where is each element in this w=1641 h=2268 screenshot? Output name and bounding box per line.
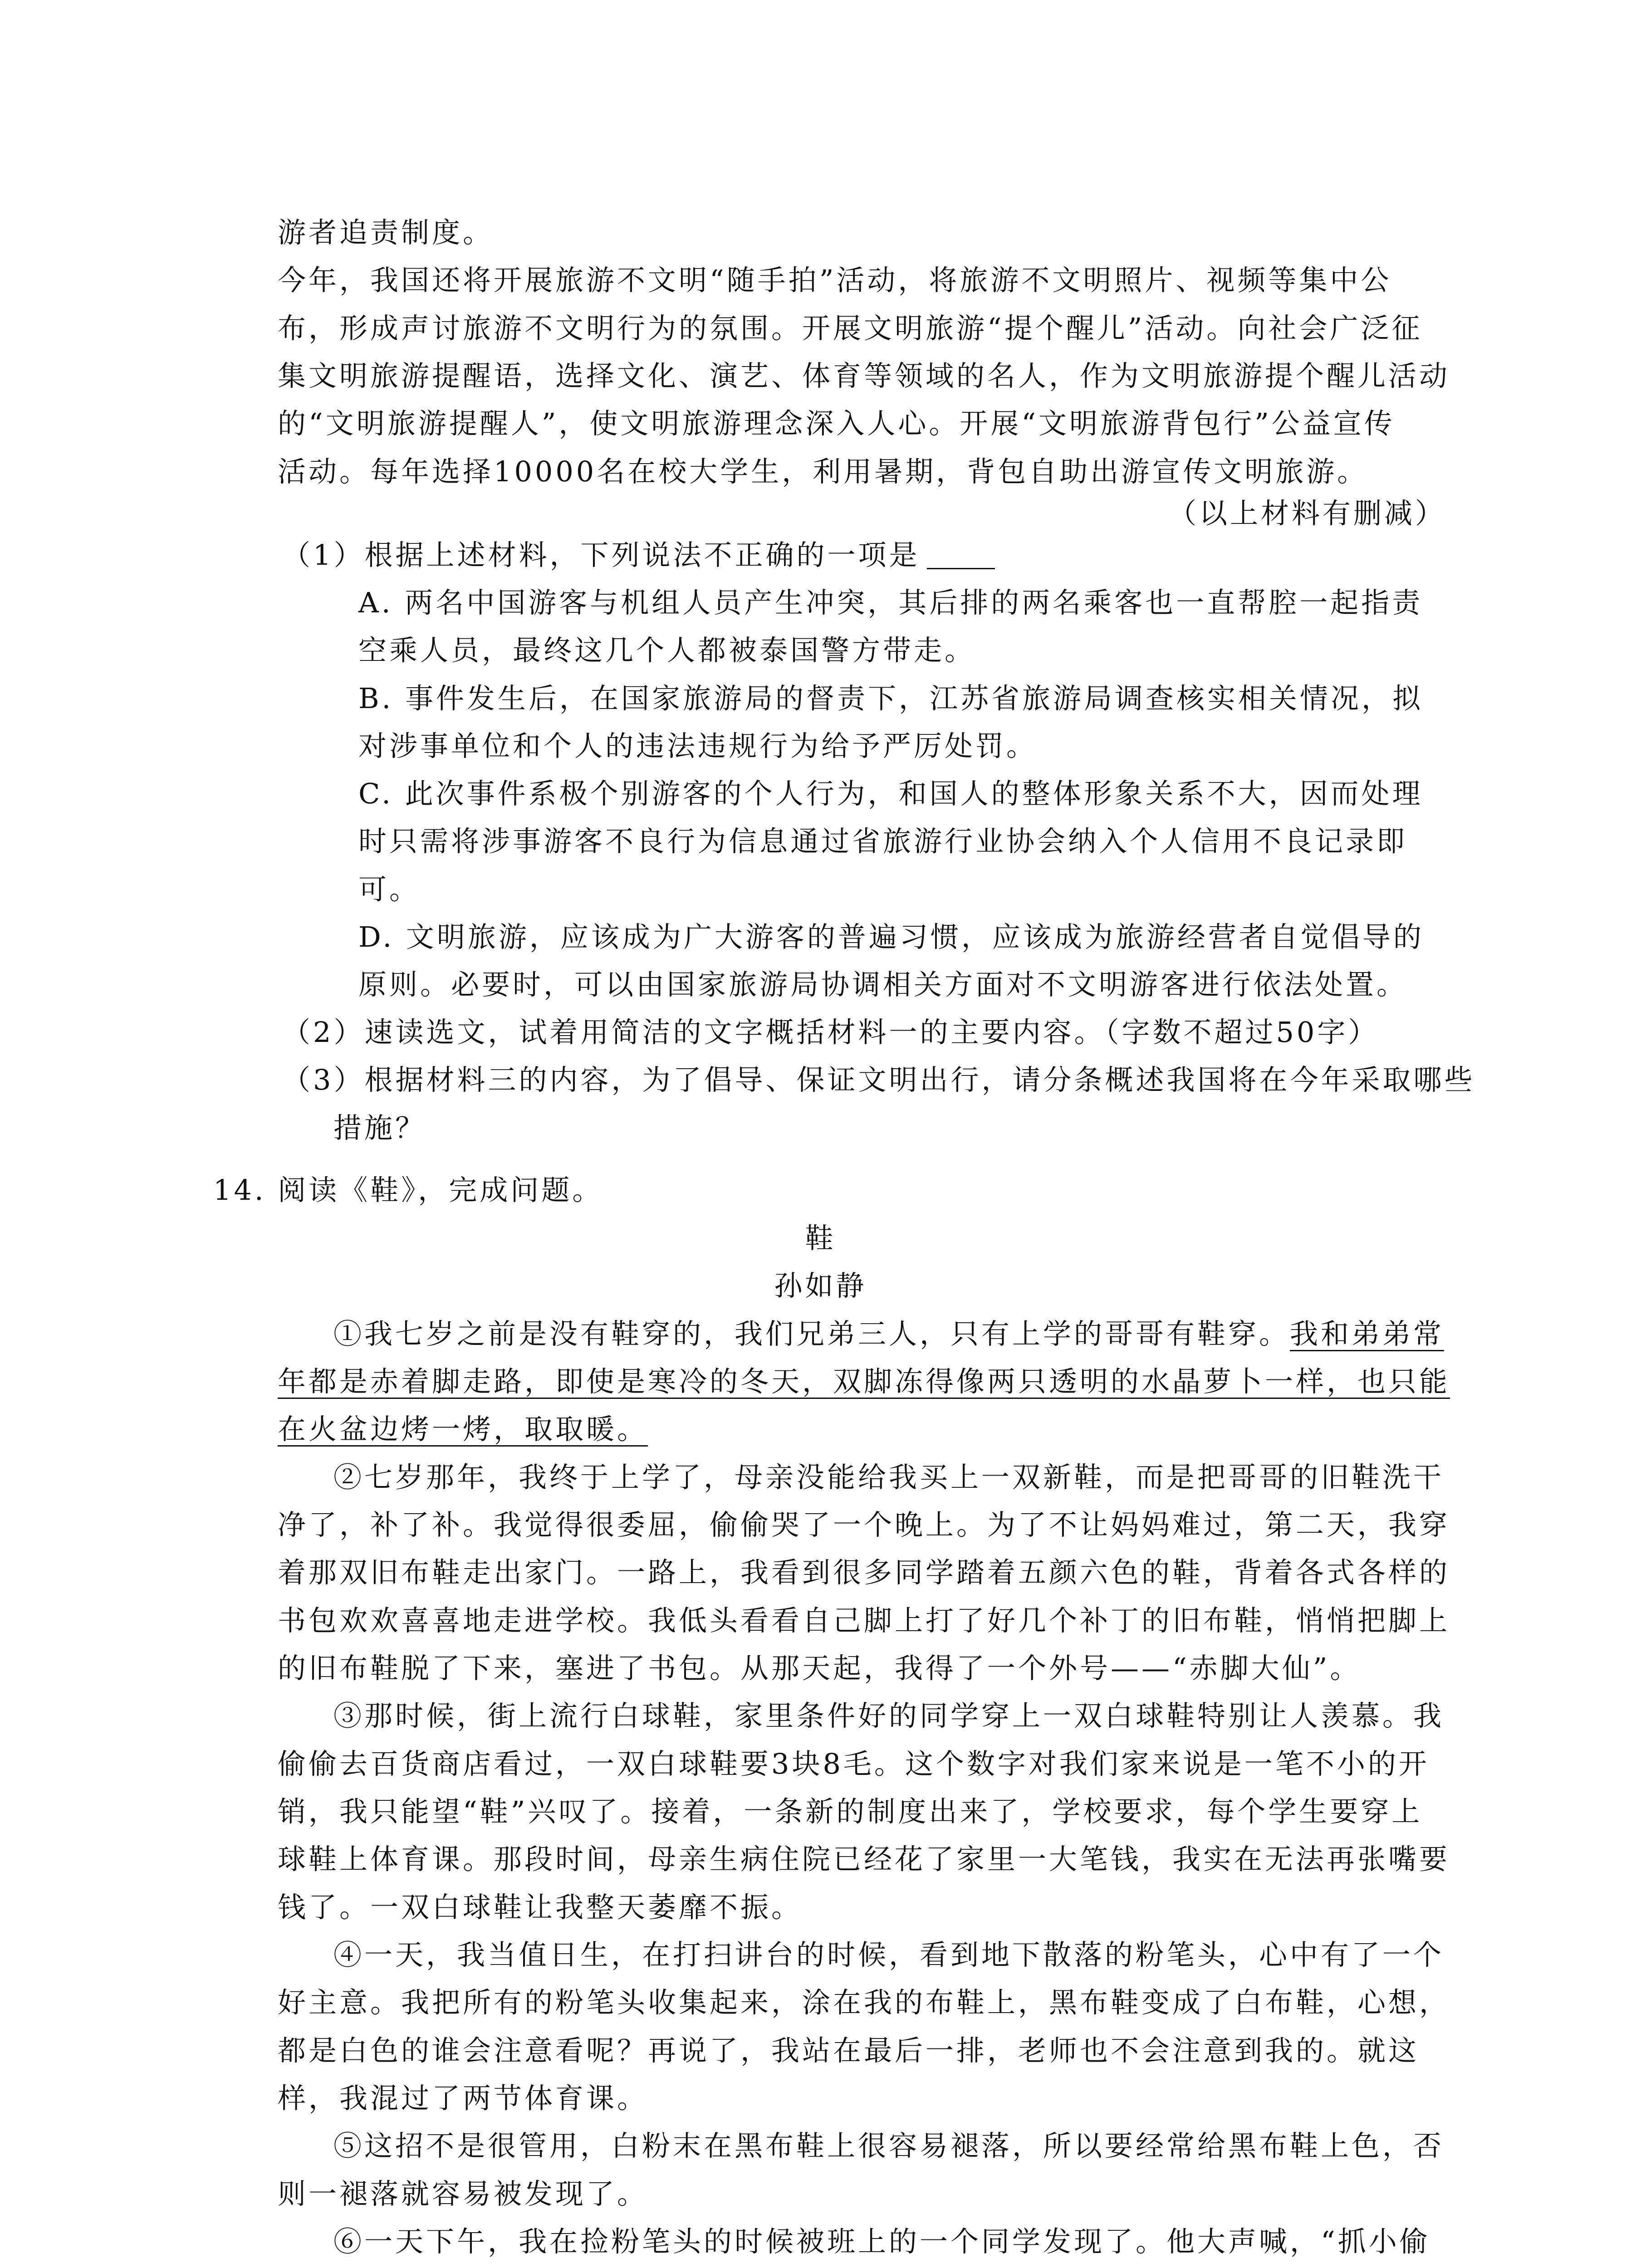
paragraph-5-line: 则一褪落就容易被发现了。 — [278, 2177, 648, 2210]
paragraph-4-line: ④一天，我当值日生，在打扫讲台的时候，看到地下散落的粉笔头，心中有了一个 — [333, 1938, 1445, 1971]
article-title: 鞋 — [805, 1222, 836, 1255]
material-line: 的“文明旅游提醒人”，使文明旅游理念深入人心。开展“文明旅游背包行”公益宣传 — [278, 407, 1395, 440]
option-a-line: A. 两名中国游客与机组人员产生冲突，其后排的两名乘客也一直帮腔一起指责 — [358, 586, 1423, 619]
paragraph-4-line: 好主意。我把所有的粉笔头收集起来，涂在我的布鞋上，黑布鞋变成了白布鞋，心想， — [278, 1986, 1450, 2019]
paragraph-4-line: 样，我混过了两节体育课。 — [278, 2082, 648, 2115]
underlined-text: 我和弟弟常 — [1290, 1317, 1445, 1350]
option-a-line: 空乘人员，最终这几个人都被泰国警方带走。 — [358, 634, 976, 667]
q13-sub1-stem: （1）根据上述材料，下列说法不正确的一项是 — [282, 541, 995, 569]
material-line: 活动。每年选择10000名在校大学生，利用暑期，背包自助出游宣传文明旅游。 — [278, 455, 1368, 488]
article-author: 孙如静 — [774, 1269, 867, 1302]
paragraph-2-line: 的旧布鞋脱了下来，塞进了书包。从那天起，我得了一个外号——“赤脚大仙”。 — [278, 1652, 1361, 1685]
material-line: 今年，我国还将开展旅游不文明“随手拍”活动，将旅游不文明照片、视频等集中公 — [278, 264, 1392, 297]
q13-sub2: （2）速读选文，试着用简洁的文字概括材料一的主要内容。（字数不超过50字） — [282, 1016, 1379, 1049]
option-b-line: 对涉事单位和个人的违法违规行为给予严厉处罚。 — [358, 729, 1038, 763]
paragraph-3-line: 球鞋上体育课。那段时间，母亲生病住院已经花了家里一大笔钱，我实在无法再张嘴要 — [278, 1843, 1450, 1876]
q13-sub3-line: （3）根据材料三的内容，为了倡导、保证文明出行，请分条概述我国将在今年采取哪些 — [282, 1063, 1475, 1096]
option-c-line: C. 此次事件系极个别游客的个人行为，和国人的整体形象关系不大，因而处理 — [358, 777, 1423, 810]
paragraph-1-line: ①我七岁之前是没有鞋穿的，我们兄弟三人，只有上学的哥哥有鞋穿。我和弟弟常 — [333, 1317, 1445, 1350]
paragraph-4-line: 都是白色的谁会注意看呢？再说了，我站在最后一排，老师也不会注意到我的。就这 — [278, 2034, 1420, 2067]
q13-sub3-line: 措施？ — [333, 1111, 426, 1144]
paragraph-5-line: ⑤这招不是很管用，白粉末在黑布鞋上很容易褪落，所以要经常给黑布鞋上色，否 — [333, 2129, 1445, 2162]
paragraph-2-line: 着那双旧布鞋走出家门。一路上，我看到很多同学踏着五颜六色的鞋，背着各式各样的 — [278, 1556, 1450, 1589]
material-line: 集文明旅游提醒语，选择文化、演艺、体育等领域的名人，作为文明旅游提个醒儿活动 — [278, 359, 1450, 392]
paragraph-3-line: 销，我只能望“鞋”兴叹了。接着，一条新的制度出来了，学校要求，每个学生要穿上 — [278, 1795, 1423, 1828]
source-note: （以上材料有删减） — [1168, 497, 1446, 530]
q14-prompt: 14. 阅读《鞋》，完成问题。 — [213, 1173, 603, 1207]
paragraph-3-line: ③那时候，街上流行白球鞋，家里条件好的同学穿上一双白球鞋特别让人羡慕。我 — [333, 1699, 1445, 1732]
paragraph-1-line: 年都是赤着脚走路，即使是寒冷的冬天，双脚冻得像两只透明的水晶萝卜一样，也只能 — [278, 1365, 1450, 1398]
option-d-line: 原则。必要时，可以由国家旅游局协调相关方面对不文明游客进行依法处置。 — [358, 968, 1408, 1001]
paragraph-3-line: 偷偷去百货商店看过，一双白球鞋要3块8毛。这个数字对我们家来说是一笔不小的开 — [278, 1747, 1430, 1780]
option-b-line: B. 事件发生后，在国家旅游局的督责下，江苏省旅游局调查核实相关情况，拟 — [358, 682, 1423, 715]
paragraph-3-line: 钱了。一双白球鞋让我整天萎靡不振。 — [278, 1891, 803, 1924]
paragraph-2-line: 书包欢欢喜喜地走进学校。我低头看看自己脚上打了好几个补丁的旧布鞋，悄悄把脚上 — [278, 1604, 1450, 1637]
material-line: 布，形成声讨旅游不文明行为的氛围。开展文明旅游“提个醒儿”活动。向社会广泛征 — [278, 312, 1423, 345]
option-c-line: 时只需将涉事游客不良行为信息通过省旅游行业协会纳入个人信用不良记录即 — [358, 825, 1408, 858]
answer-blank — [927, 568, 995, 569]
option-c-line: 可。 — [358, 873, 421, 906]
paragraph-6-line: ⑥一天下午，我在捡粉笔头的时候被班上的一个同学发现了。他大声喊，“抓小偷 — [333, 2225, 1430, 2258]
paragraph-1-line: 在火盆边烤一烤，取取暖。 — [278, 1413, 648, 1446]
paragraph-2-line: ②七岁那年，我终于上学了，母亲没能给我买上一双新鞋，而是把哥哥的旧鞋洗干 — [333, 1461, 1445, 1494]
option-d-line: D. 文明旅游，应该成为广大游客的普遍习惯，应该成为旅游经营者自觉倡导的 — [358, 920, 1424, 953]
paragraph-2-line: 净了，补了补。我觉得很委屈，偷偷哭了一个晚上。为了不让妈妈难过，第二天，我穿 — [278, 1508, 1450, 1541]
material-line: 游者追责制度。 — [278, 216, 494, 249]
